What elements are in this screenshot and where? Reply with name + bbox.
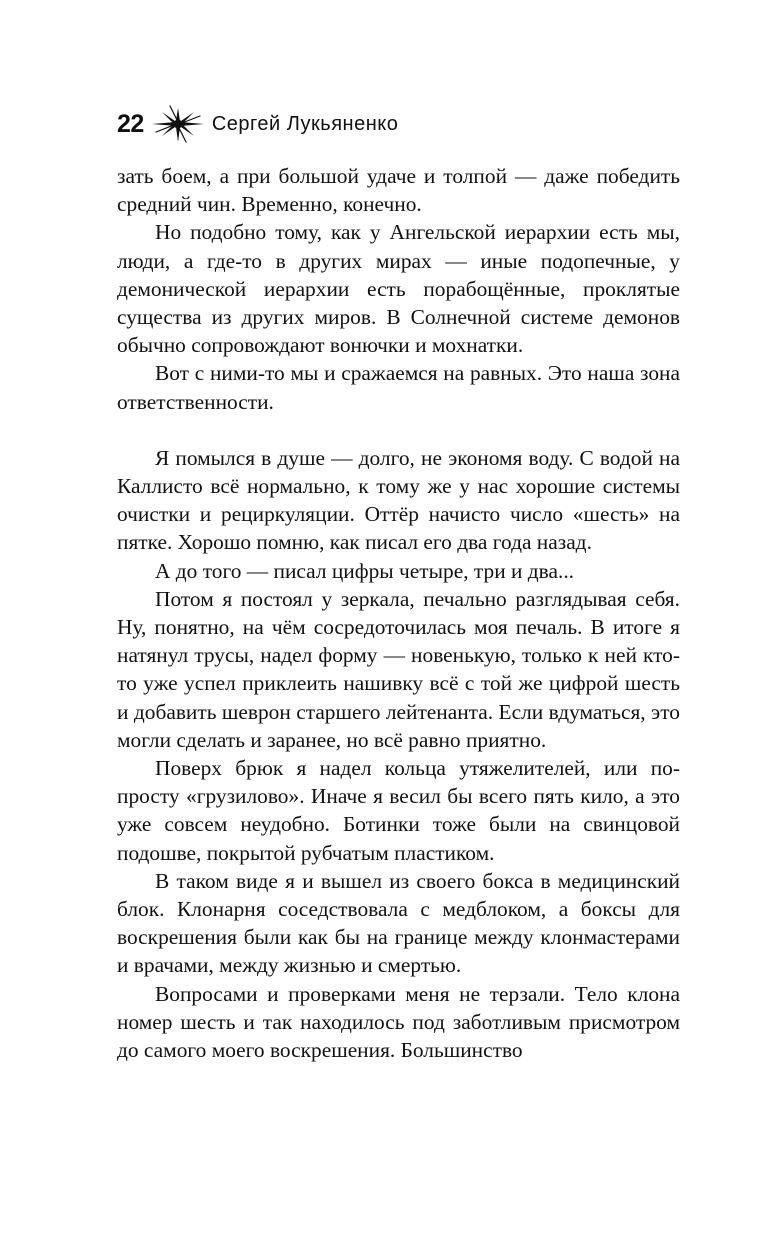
- paragraph: зать боем, а при большой удаче и толпой — даже победить средний чин. Временно, конечно.: [117, 164, 680, 217]
- author-name: Сергей Лукьяненко: [211, 112, 399, 135]
- paragraph: Я помылся в душе — долго, не экономя воду. С водой на Каллисто всё нормально, к тому же у нас хорошие системы очистки и рециркуляции. Оттёр начисто число «шесть» на пятке. Хорошо помню, как писал его два года назад.: [117, 445, 680, 555]
- paragraph: Вот с ними-то мы и сражаемся на равных. Это наша зона ответственности.: [117, 361, 680, 414]
- page-number: 22: [117, 109, 144, 138]
- paragraph: Потом я постоял у зеркала, печально разглядывая себя. Ну, понятно, на чём сосредоточилась моя печаль. В итоге я натянул трусы, надел форму — новенькую, только к ней кто-то уже успел приклеить нашивку всё с той же цифрой шесть и добавить шеврон старшего лейтенанта. Если вдуматься, это могли сделать и заранее, но всё равно приятно.: [117, 586, 680, 752]
- paragraph: Вопросами и проверками меня не терзали. Тело клона номер шесть и так находилось под заботливым присмотром до самого моего воскрешения. Большинство: [117, 981, 680, 1063]
- spider-ornament-icon: [150, 104, 206, 144]
- body-text: [117, 162, 680, 1064]
- paragraph: Но подобно тому, как у Ангельской иерархии есть мы, люди, а где-то в других мирах — иные подопечные, у демонической иерархии есть порабощённые, проклятые существа из других миров. В Солнечной системе демонов обычно сопровождают вонючки и мохнатки.: [117, 220, 680, 358]
- paragraph: В таком виде я и вышел из своего бокса в медицинский блок. Клонарня соседствовала с медблоком, а боксы для воскрешения были как бы на границе между клонмастерами и врачами, между жизнью и смертью.: [117, 868, 680, 978]
- paragraph: А до того — писал цифры четыре, три и два...: [155, 558, 575, 583]
- paragraph: Поверх брюк я надел кольца утяжелителей, или попросту «грузилово». Иначе я весил бы всего пять кило, а это уже совсем неудобно. Ботинки тоже были на свинцовой подошве, покрытой рубчатым пластиком.: [117, 756, 680, 865]
- running-head: [117, 104, 398, 144]
